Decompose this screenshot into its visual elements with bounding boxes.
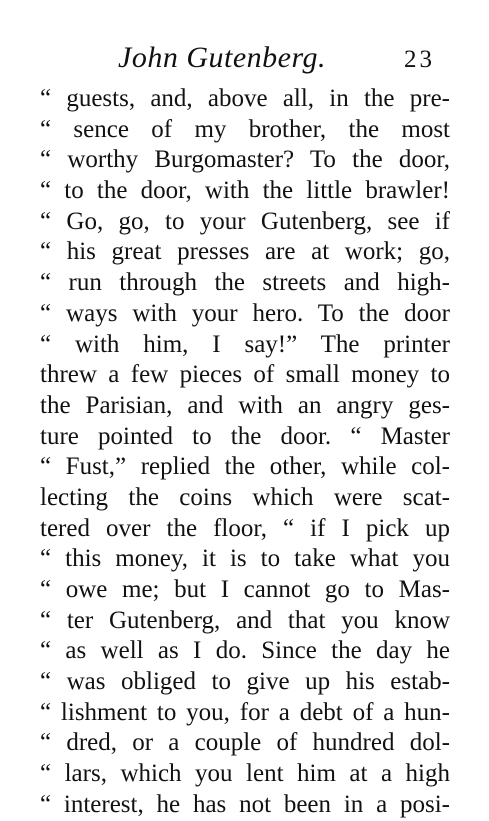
text-line: “ to the door, with the little brawler! [40, 177, 450, 205]
text-line: “ Fust,” replied the other, while col- [40, 453, 450, 481]
page-number: 23 [404, 46, 435, 73]
text-line: “ with him, I say!” The printer [40, 330, 450, 358]
text-line: “ lars, which you lent him at a high [40, 760, 450, 788]
text-line: “ Go, go, to your Gutenberg, see if [40, 207, 450, 235]
running-head [0, 38, 489, 78]
text-line: ture pointed to the door. “ Master [40, 422, 450, 450]
text-line: “ ways with your hero. To the door [40, 299, 450, 327]
body-text [40, 84, 450, 821]
text-line: “ this money, it is to take what you [40, 545, 450, 573]
running-title: John Gutenberg. [118, 41, 327, 74]
text-line: the Parisian, and with an angry ges- [40, 391, 450, 419]
text-line: “ as well as I do. Since the day he [40, 637, 450, 665]
text-line: tered over the floor, “ if I pick up [40, 514, 450, 542]
text-line: threw a few pieces of small money to [40, 361, 450, 389]
text-line: “ worthy Burgomaster? To the door, [40, 146, 450, 174]
text-line: “ dred, or a couple of hundred dol- [40, 729, 450, 757]
text-line: “ was obliged to give up his estab- [40, 668, 450, 696]
text-line: “ run through the streets and high- [40, 269, 450, 297]
text-line: “ guests, and, above all, in the pre- [40, 85, 450, 112]
text-line: “ his great presses are at work; go, [40, 238, 450, 266]
text-line: “ lishment to you, for a debt of a hun- [40, 698, 450, 726]
text-line: lecting the coins which were scat- [40, 483, 450, 511]
text-line: “ interest, he has not been in a posi- [40, 790, 450, 818]
text-line: “ owe me; but I cannot go to Mas- [40, 576, 450, 603]
text-line: “ ter Gutenberg, and that you know [40, 606, 450, 634]
text-line: “ sence of my brother, the most [40, 115, 450, 143]
